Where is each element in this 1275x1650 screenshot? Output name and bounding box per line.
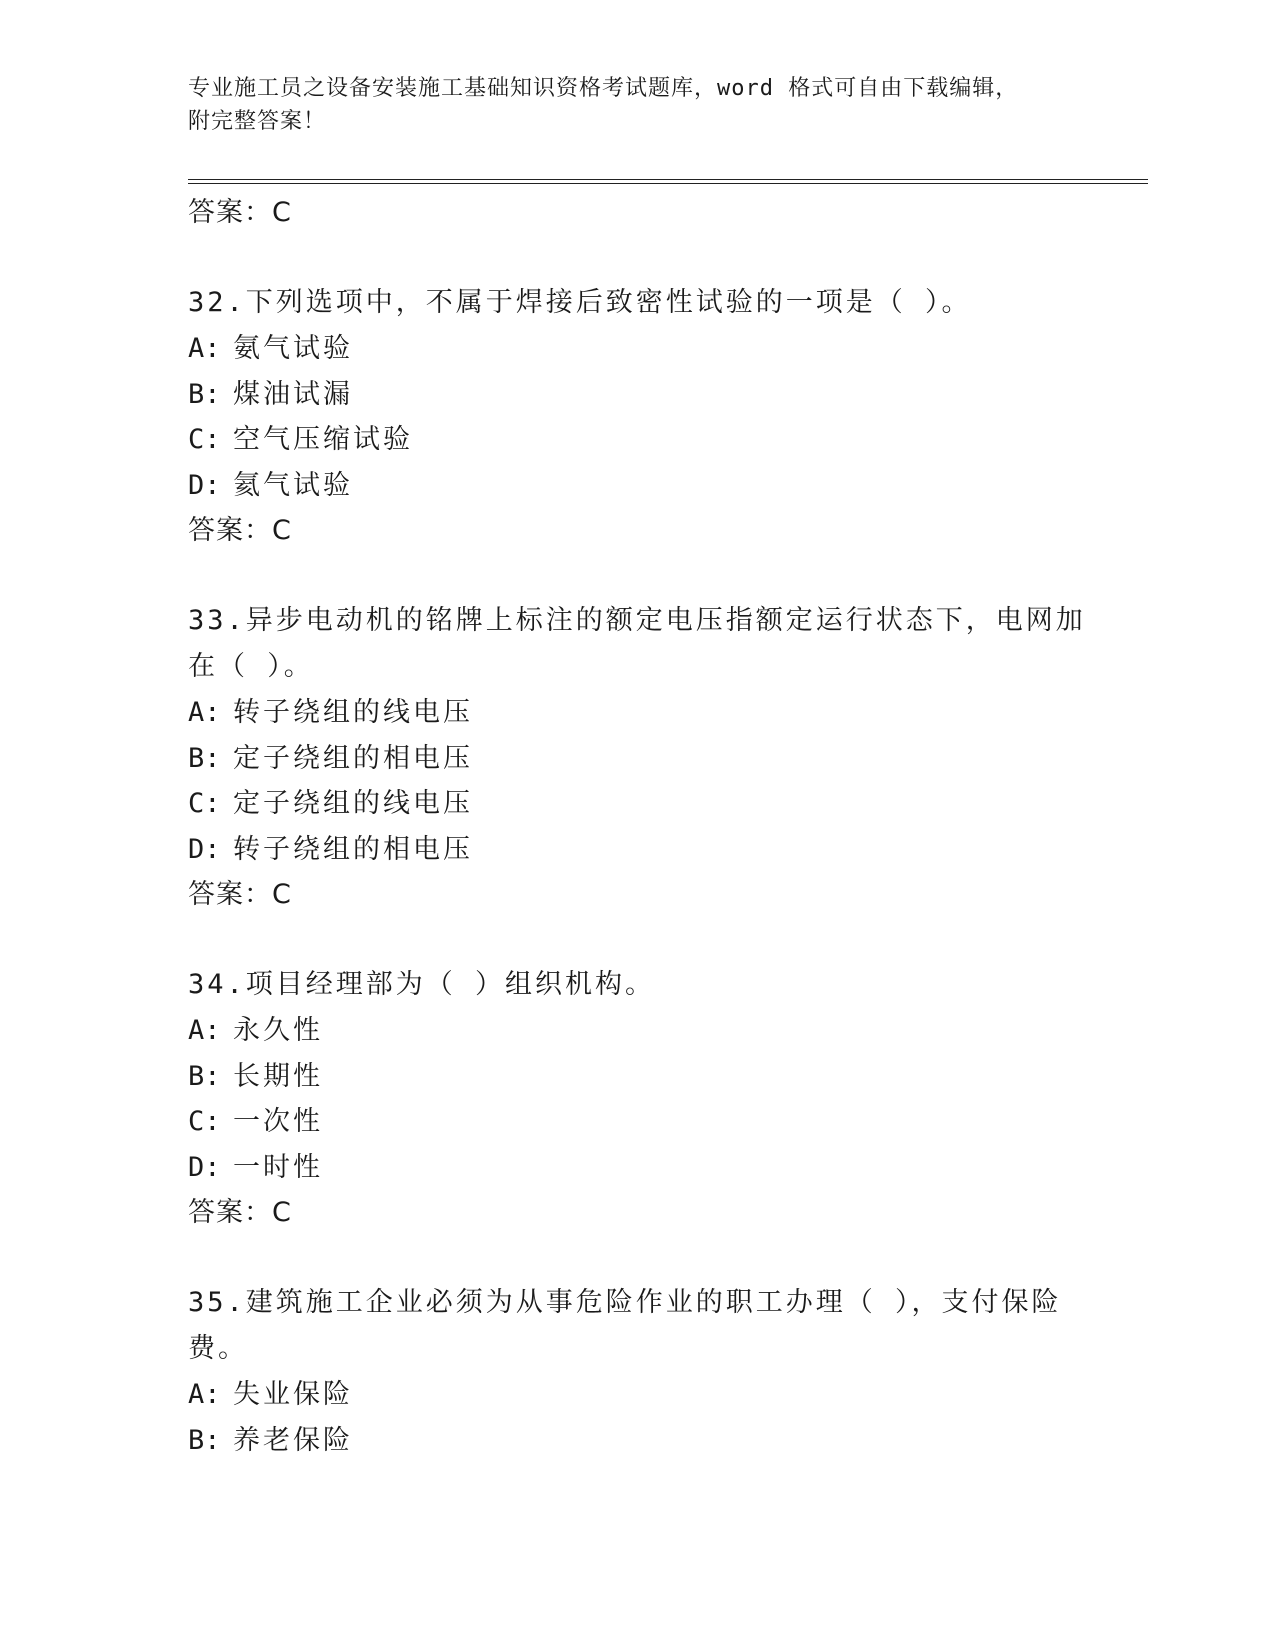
option-label: A: <box>188 333 221 364</box>
option-label: A: <box>188 1015 221 1046</box>
option-text: 定子绕组的相电压 <box>233 742 473 774</box>
question-item <box>188 598 1148 918</box>
answer-line: 答案：C <box>188 515 292 546</box>
option-text: 氨气试验 <box>233 333 353 364</box>
option-label: C: <box>188 788 221 819</box>
answer-line: 答案：C <box>188 1197 292 1228</box>
option-a <box>188 690 1148 736</box>
option-c <box>188 417 1148 463</box>
question-text: 35.建筑施工企业必须为从事危险作业的职工办理（ ），支付保险费。 <box>188 1287 1062 1364</box>
option-label: D: <box>188 1151 221 1183</box>
option-text: 失业保险 <box>233 1379 353 1410</box>
option-label: B: <box>188 378 221 410</box>
question-text: 34.项目经理部为（ ）组织机构。 <box>188 969 656 1000</box>
document-header <box>188 72 1088 138</box>
option-label: A: <box>188 697 221 728</box>
option-text: 定子绕组的线电压 <box>233 788 473 819</box>
option-d <box>188 463 1148 509</box>
option-text: 转子绕组的相电压 <box>233 833 473 865</box>
option-a <box>188 326 1148 372</box>
option-label: C: <box>188 424 221 455</box>
option-text: 煤油试漏 <box>233 378 353 410</box>
question-text: 33.异步电动机的铭牌上标注的额定电压指额定运行状态下，电网加在（ ）。 <box>188 605 1086 682</box>
option-text: 养老保险 <box>233 1424 353 1456</box>
answer-line: 答案：C <box>188 197 292 228</box>
option-b <box>188 736 1148 782</box>
option-b <box>188 372 1148 418</box>
option-label: A: <box>188 1379 221 1410</box>
option-label: B: <box>188 1060 221 1092</box>
option-label: B: <box>188 742 221 774</box>
option-text: 一次性 <box>233 1106 323 1137</box>
header-line-1: 专业施工员之设备安装施工基础知识资格考试题库，word 格式可自由下载编辑， <box>188 76 1019 101</box>
question-item <box>188 280 1148 554</box>
option-label: C: <box>188 1106 221 1137</box>
option-label: D: <box>188 833 221 865</box>
option-a <box>188 1008 1148 1054</box>
option-text: 长期性 <box>233 1060 323 1092</box>
question-text: 32.下列选项中，不属于焊接后致密性试验的一项是（ ）。 <box>188 287 972 318</box>
header-line-2: 附完整答案！ <box>188 109 327 134</box>
header-divider <box>188 179 1148 184</box>
option-a <box>188 1372 1148 1418</box>
option-d <box>188 827 1148 873</box>
option-text: 空气压缩试验 <box>233 424 413 455</box>
question-list <box>188 190 1148 1463</box>
option-text: 转子绕组的线电压 <box>233 697 473 728</box>
option-text: 一时性 <box>233 1151 323 1183</box>
question-item <box>188 962 1148 1236</box>
option-label: B: <box>188 1424 221 1456</box>
answer-line: 答案：C <box>188 879 292 910</box>
option-text: 氦气试验 <box>233 469 353 501</box>
option-c <box>188 1099 1148 1145</box>
option-c <box>188 781 1148 827</box>
option-label: D: <box>188 469 221 501</box>
question-item <box>188 1280 1148 1463</box>
option-b <box>188 1054 1148 1100</box>
option-text: 永久性 <box>233 1015 323 1046</box>
option-b <box>188 1418 1148 1464</box>
option-d <box>188 1145 1148 1191</box>
